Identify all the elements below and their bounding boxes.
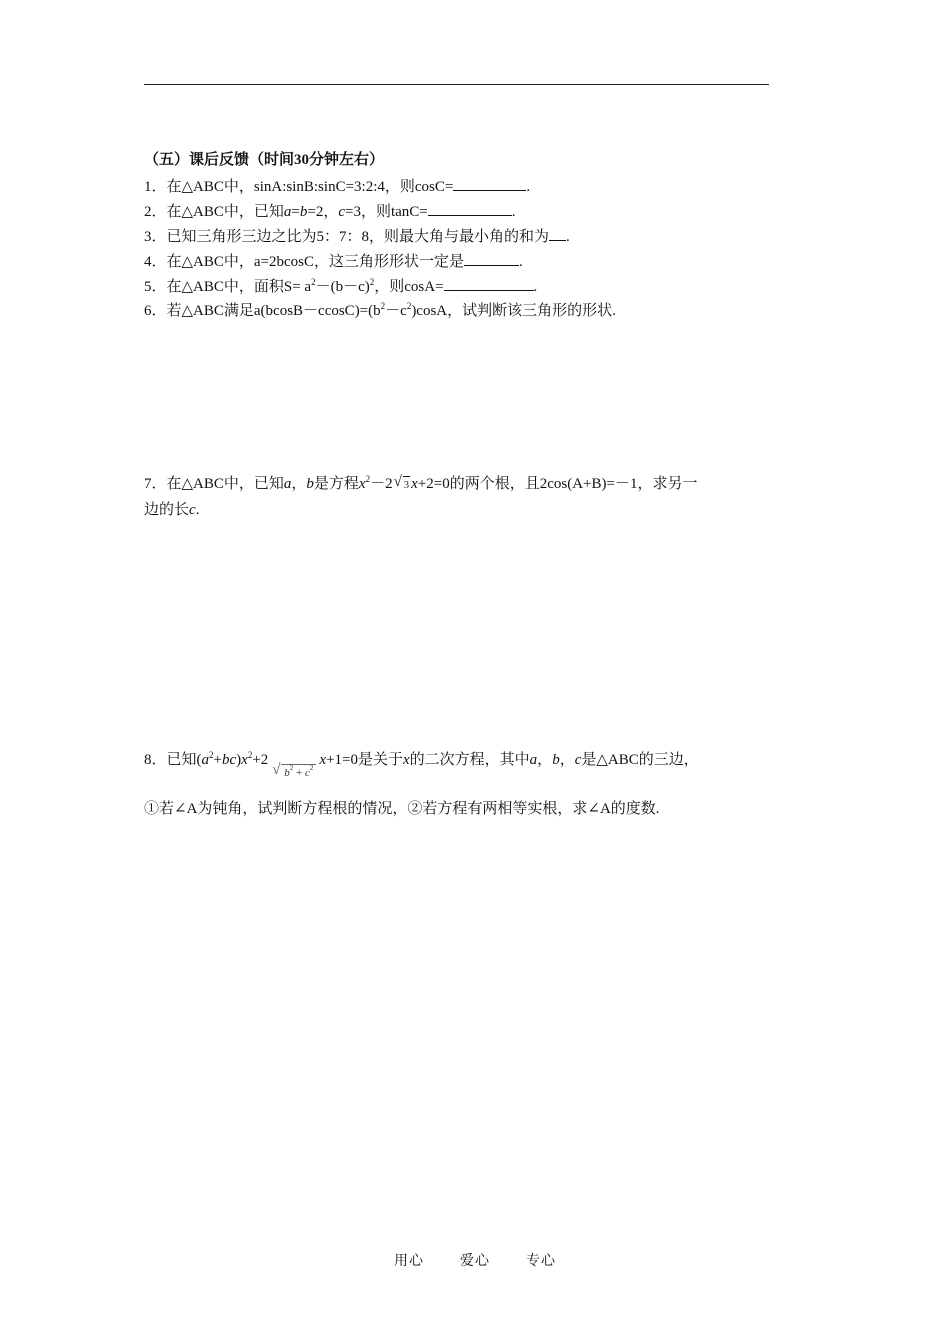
question-7-line-2: 边的长c. xyxy=(144,502,200,518)
page-footer: 用心 爱心 专心 xyxy=(394,1254,556,1269)
question-2: 2．在△ABC中，已知a=b=2，c=3，则tanC= . xyxy=(144,201,516,222)
question-5: 5．在△ABC中，面积$S= a^2-(b-c)^2$，则cosA= . xyxy=(144,277,538,295)
answer-blank xyxy=(453,176,526,191)
sqrt-symbol: √ 3 xyxy=(393,474,410,491)
answer-blank xyxy=(428,201,512,216)
answer-blank xyxy=(549,226,566,241)
question-8-line-2: ①若∠A为钝角，试判断方程根的情况，②若方程有两相等实根，求∠A的度数. xyxy=(144,801,660,817)
sqrt-symbol: √ $b^2 + c^2$ xyxy=(272,762,316,782)
question-4: 4．在△ABC中，a=2bcosC，这三角形形状一定是 . xyxy=(144,251,523,272)
question-3: 3．已知三角形三边之比为5：7：8，则最大角与最小角的和为 . xyxy=(144,226,570,247)
question-6: 6．若△ABC满足$a(bcosB-ccosC)=(b^2-c^2)\cos A$，试判断该三角形的形状. xyxy=(144,301,616,319)
answer-blank xyxy=(444,276,534,291)
question-7: 7．在△ABC中，已知a，b是方程$x^2-2$ √ 3 x+2=0的两个根，且2cos(A+B)=－1，求另一 xyxy=(144,474,698,492)
section-title: （五）课后反馈（时间30分钟左右） xyxy=(144,152,385,168)
header-rule xyxy=(144,84,769,85)
answer-blank xyxy=(464,251,519,266)
question-1: 1．在△ABC中，sinA:sinB:sinC=3:2:4，则cosC= . xyxy=(144,176,530,197)
question-8: 8．已知$(a^2+bc)x^2+2$ √ $b^2 + c^2$ x+1=0是关于x的二次方程，其中a，b，c是△ABC的三边， xyxy=(144,750,699,770)
